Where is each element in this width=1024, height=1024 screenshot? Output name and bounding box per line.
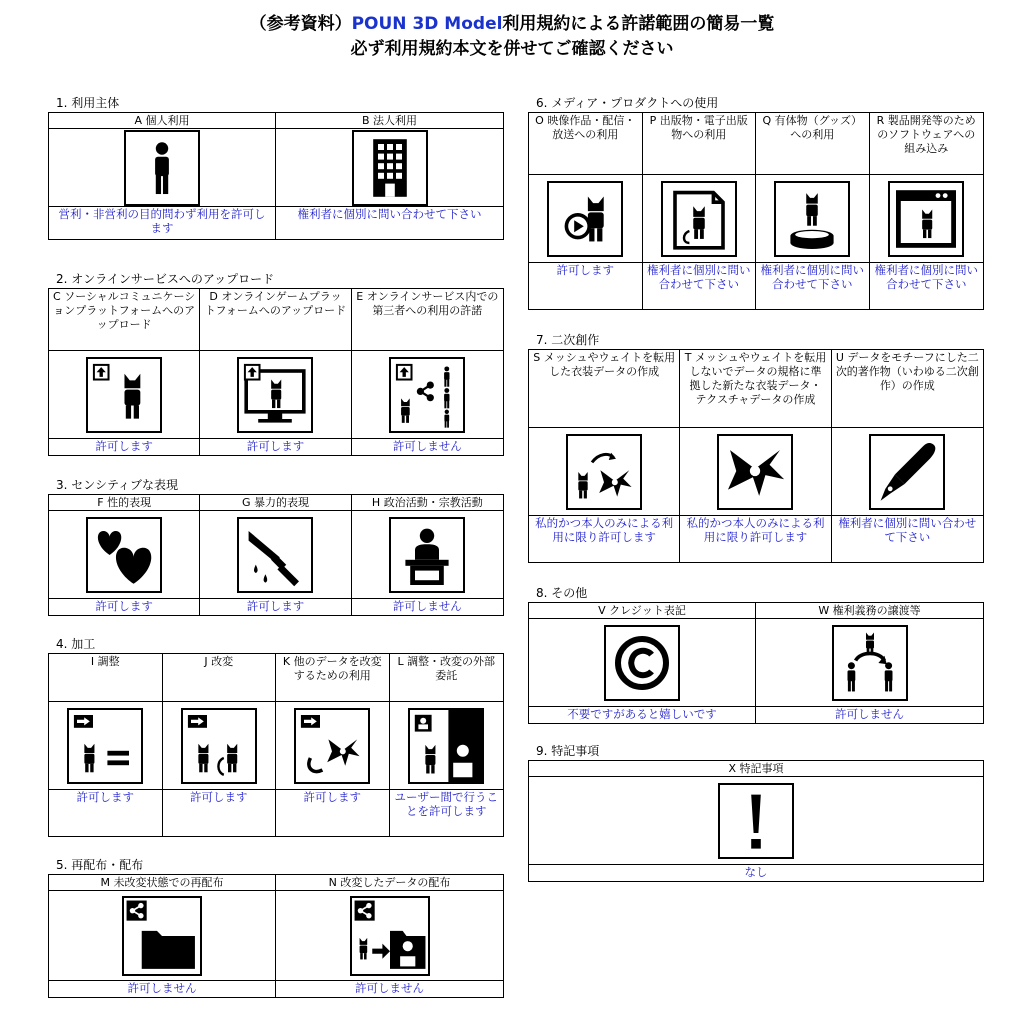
cell-result: 許可します (76, 790, 134, 804)
license-cell-e (352, 289, 503, 455)
license-cell-x (529, 761, 983, 881)
cell-picture (49, 511, 199, 599)
license-cell-w (756, 603, 983, 723)
cell-picture (529, 428, 679, 516)
cell-result: 許可しません (127, 981, 197, 995)
cell-header: K 他のデータを改変するための利用 (276, 654, 389, 702)
title-line-2: 必ず利用規約本文を併せてご確認ください (350, 39, 674, 59)
license-cell-f (49, 495, 200, 615)
cell-header: S メッシュやウェイトを転用した衣装データの作成 (529, 350, 679, 428)
cell-result: 許可します (246, 439, 305, 453)
license-cell-b (276, 113, 503, 239)
license-table (528, 602, 984, 724)
cell-picture (643, 175, 756, 263)
document-icon (661, 181, 737, 257)
cell-picture (200, 511, 350, 599)
cell-header: E オンラインサービス内での第三者への利用の許諾 (352, 289, 503, 351)
cell-result: なし (744, 865, 768, 879)
section-processing (48, 637, 504, 837)
license-cell-r (870, 113, 984, 309)
license-table (48, 288, 504, 456)
building-icon (352, 130, 428, 206)
knife-icon (237, 517, 313, 593)
cell-picture (49, 891, 275, 981)
section-label: 1. 利用主体 (56, 96, 120, 110)
license-cell-q (756, 113, 870, 309)
license-cell-u (832, 350, 983, 562)
podium-icon (389, 517, 465, 593)
cell-picture (756, 619, 983, 707)
video-icon (547, 181, 623, 257)
cat-costume-icon (566, 434, 642, 510)
license-cell-t (680, 350, 831, 562)
section-derivative-works (528, 333, 984, 563)
section-label: 3. センシティブな表現 (56, 478, 179, 492)
cell-result: 許可しません (355, 981, 424, 995)
license-table (528, 349, 984, 563)
cell-result: 許可します (556, 263, 614, 277)
title-prefix: （参考資料） (249, 14, 352, 34)
license-cell-a (49, 113, 276, 239)
license-table (528, 112, 984, 310)
cell-result: 許可します (303, 790, 361, 804)
title-line-1 (0, 12, 1024, 37)
cell-result: 許可しません (835, 707, 904, 721)
license-table (528, 760, 984, 882)
license-cell-m (49, 875, 276, 997)
license-cell-j (163, 654, 277, 836)
modify-icon (181, 708, 257, 784)
cell-header: P 出版物・電子出版物への利用 (643, 113, 756, 175)
upload-cat-icon (86, 357, 162, 433)
section-label: 9. 特記事項 (536, 744, 600, 758)
cell-header: B 法人利用 (276, 113, 503, 129)
page-title (0, 12, 1024, 62)
cell-result: 権利者に個別に問い合わせて下さい (874, 263, 978, 291)
cell-header: W 権利義務の譲渡等 (756, 603, 983, 619)
cell-picture (276, 129, 503, 207)
section-online-upload (48, 272, 504, 456)
cell-result: 許可します (95, 439, 153, 453)
exclamation-icon (718, 783, 794, 859)
license-cell-o (529, 113, 643, 309)
cell-result: 私的かつ本人のみによる利用に限り許可します (686, 516, 825, 544)
cell-header: R 製品開発等のためのソフトウェアへの組み込み (870, 113, 984, 175)
cell-result: 権利者に個別に問い合わせて下さい (760, 263, 864, 291)
cell-picture (832, 428, 983, 516)
cell-result: 私的かつ本人のみによる利用に限り許可します (535, 516, 674, 544)
share-modified-folder-icon (350, 896, 430, 976)
cell-result: 不要ですがあると嬉しいです (567, 707, 717, 721)
section-label: 4. 加工 (56, 637, 96, 651)
cell-header: C ソーシャルコミュニケーションプラットフォームへのアップロード (49, 289, 199, 351)
section-label: 8. その他 (536, 586, 588, 600)
title-highlight: POUN 3D Model (351, 14, 503, 34)
cell-header: A 個人利用 (49, 113, 275, 129)
adjust-icon (67, 708, 143, 784)
transfer-icon (832, 625, 908, 701)
software-window-icon (888, 181, 964, 257)
cell-result: 権利者に個別に問い合わせて下さい (297, 207, 482, 221)
section-label: 2. オンラインサービスへのアップロード (56, 272, 275, 286)
cell-result: 許可します (95, 599, 153, 613)
cell-header: F 性的表現 (49, 495, 199, 511)
cell-result: 許可します (190, 790, 248, 804)
derive-icon (294, 708, 370, 784)
license-table (48, 494, 504, 616)
cell-picture (49, 129, 275, 207)
section-special-notes (528, 744, 984, 882)
cell-result: 許可しません (392, 439, 462, 453)
cell-result: ユーザー間で行うことを許可します (394, 790, 498, 818)
cell-picture (756, 175, 869, 263)
cell-header: Q 有体物（グッズ）への利用 (756, 113, 869, 175)
cell-picture (352, 511, 503, 599)
cell-picture (390, 702, 504, 790)
cell-picture (49, 702, 162, 790)
cell-header: M 未改変状態での再配布 (49, 875, 275, 891)
cell-picture (49, 351, 199, 439)
license-table (48, 653, 504, 837)
title-suffix: 利用規約による許諾範囲の簡易一覧 (502, 14, 775, 34)
cell-header: T メッシュやウェイトを転用しないでデータの規格に準拠した新たな衣装データ・テクスチャデータの作成 (680, 350, 830, 428)
section-usage-subject (48, 96, 504, 240)
cell-picture (163, 702, 276, 790)
cell-result: 営利・非営利の目的問わず利用を許可します (58, 207, 266, 235)
share-folder-icon (122, 896, 202, 976)
hearts-icon (86, 517, 162, 593)
cell-header: D オンラインゲームプラットフォームへのアップロード (200, 289, 350, 351)
cell-header: J 改変 (163, 654, 276, 702)
license-cell-s (529, 350, 680, 562)
costume-icon (717, 434, 793, 510)
section-sensitive-expression (48, 478, 504, 616)
outsource-icon (408, 708, 484, 784)
license-cell-h (352, 495, 503, 615)
license-cell-d (200, 289, 351, 455)
license-cell-p (643, 113, 757, 309)
license-cell-k (276, 654, 390, 836)
share-users-icon (389, 357, 465, 433)
cell-picture (529, 619, 755, 707)
section-other (528, 586, 984, 724)
section-redistribution (48, 858, 504, 998)
cell-result: 権利者に個別に問い合わせて下さい (647, 263, 751, 291)
copyright-icon (604, 625, 680, 701)
cell-header: I 調整 (49, 654, 162, 702)
license-cell-n (276, 875, 503, 997)
license-table (48, 874, 504, 998)
cell-header: O 映像作品・配信・放送への利用 (529, 113, 642, 175)
license-cell-v (529, 603, 756, 723)
cell-header: L 調整・改変の外部委託 (390, 654, 504, 702)
cell-header: N 改変したデータの配布 (276, 875, 503, 891)
figure-icon (774, 181, 850, 257)
cell-picture (870, 175, 984, 263)
license-cell-g (200, 495, 351, 615)
cell-result: 権利者に個別に問い合わせて下さい (838, 516, 977, 544)
cell-picture (529, 777, 983, 865)
cell-result: 許可します (246, 599, 305, 613)
cell-header: H 政治活動・宗教活動 (352, 495, 503, 511)
license-cell-c (49, 289, 200, 455)
cell-header: G 暴力的表現 (200, 495, 350, 511)
cell-result: 許可しません (392, 599, 462, 613)
cell-picture (680, 428, 830, 516)
license-cell-i (49, 654, 163, 836)
cell-picture (200, 351, 350, 439)
person-icon (124, 130, 200, 206)
cell-header: V クレジット表記 (529, 603, 755, 619)
section-label: 6. メディア・プロダクトへの使用 (536, 96, 719, 110)
cell-picture (529, 175, 642, 263)
pen-nib-icon (869, 434, 945, 510)
license-cell-l (390, 654, 504, 836)
upload-monitor-icon (237, 357, 313, 433)
license-table (48, 112, 504, 240)
cell-header: U データをモチーフにした二次的著作物（いわゆる二次創作）の作成 (832, 350, 983, 428)
section-media-products (528, 96, 984, 310)
cell-picture (352, 351, 503, 439)
section-label: 5. 再配布・配布 (56, 858, 144, 872)
section-label: 7. 二次創作 (536, 333, 600, 347)
cell-picture (276, 702, 389, 790)
cell-picture (276, 891, 503, 981)
cell-header: X 特記事項 (529, 761, 983, 777)
